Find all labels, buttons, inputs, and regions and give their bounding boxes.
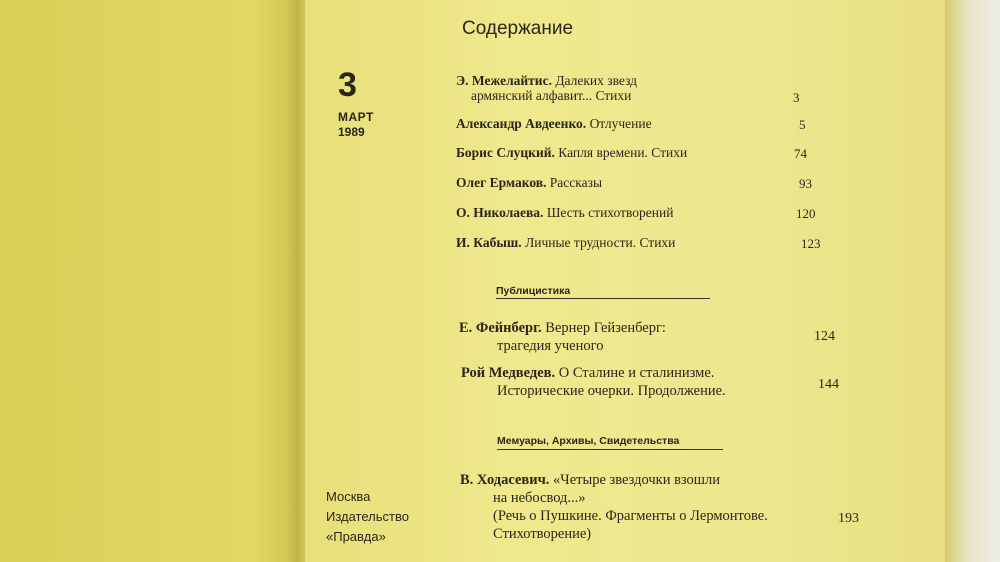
toc-entry xyxy=(456,175,602,190)
entry-page: 74 xyxy=(794,146,807,161)
publisher-name: «Правда» xyxy=(326,529,386,544)
entry-author: В. Ходасевич. xyxy=(460,472,550,488)
issue-number: 3 xyxy=(338,66,357,104)
entry-author: О. Николаева. xyxy=(456,205,544,220)
entry-author: Рой Медведев. xyxy=(461,365,556,381)
entry-page: 5 xyxy=(799,117,806,132)
entry-title: Личные трудности. Стихи xyxy=(525,235,676,250)
entry-title: Вернер Гейзенберг: xyxy=(545,320,666,336)
entry-title: Далеких звезд xyxy=(555,73,638,88)
entry-page: 124 xyxy=(814,329,835,344)
issue-year: 1989 xyxy=(338,125,365,139)
entry-page: 123 xyxy=(801,236,821,251)
entry-author: И. Кабыш. xyxy=(456,235,522,250)
page-edge xyxy=(945,0,1000,562)
entry-title-continued: Стихотворение) xyxy=(493,526,592,542)
entry-page: 193 xyxy=(838,511,859,526)
toc-entry xyxy=(456,116,652,131)
entry-author: Е. Фейнберг. xyxy=(459,320,542,336)
toc-entry xyxy=(459,319,666,355)
page-title: Содержание xyxy=(462,18,574,39)
entry-title: «Четыре звездочки взошли xyxy=(553,472,720,488)
entry-title: Шесть стихотворений xyxy=(546,205,674,220)
toc-entry xyxy=(456,73,637,103)
toc-entry xyxy=(456,235,675,250)
entry-page: 144 xyxy=(818,377,839,392)
section-heading: Публицистика xyxy=(496,285,571,297)
entry-title: Капля времени. Стихи xyxy=(558,145,688,160)
entry-page: 120 xyxy=(796,206,816,221)
entry-title: О Сталине и сталинизме. xyxy=(558,365,715,381)
publisher-city: Москва xyxy=(326,489,371,504)
entry-page: 3 xyxy=(793,90,800,105)
entry-title-continued: (Речь о Пушкине. Фрагменты о Лермонтове. xyxy=(493,508,768,524)
entry-author: Олег Ермаков. xyxy=(456,175,547,190)
entry-page: 93 xyxy=(799,176,812,191)
entry-author: Александр Авдеенко. xyxy=(456,116,587,131)
issue-month: МАРТ xyxy=(338,110,374,124)
toc-entry xyxy=(456,205,673,220)
entry-author: Э. Межелайтис. xyxy=(456,73,552,88)
entry-author: Борис Слуцкий. xyxy=(456,145,555,160)
section-divider xyxy=(497,449,723,450)
entry-title-continued: Исторические очерки. Продолжение. xyxy=(497,383,726,399)
section-heading: Мемуары, Архивы, Свидетельства xyxy=(497,435,680,447)
entry-title: Рассказы xyxy=(549,175,603,190)
entry-title-continued: трагедия ученого xyxy=(497,338,604,354)
toc-entry xyxy=(456,145,687,160)
toc-entry xyxy=(461,364,726,400)
entry-title-continued: на небосвод...» xyxy=(493,490,586,506)
section-divider xyxy=(496,298,710,299)
toc-entry xyxy=(460,471,768,543)
publisher-house: Издательство xyxy=(326,509,409,524)
entry-title: Отлучение xyxy=(589,116,652,131)
entry-title-continued: армянский алфавит... Стихи xyxy=(471,88,632,103)
left-page xyxy=(0,0,295,562)
